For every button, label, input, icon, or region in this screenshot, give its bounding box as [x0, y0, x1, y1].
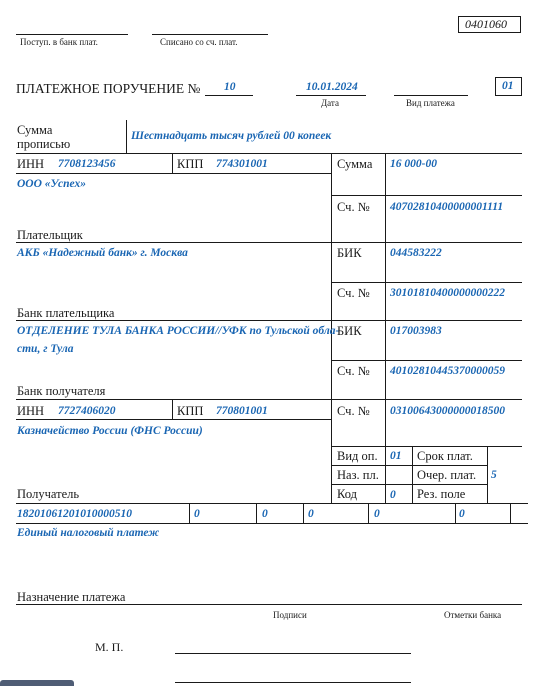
purpose-code-label: Наз. пл. [337, 468, 379, 482]
order-number-line [205, 95, 253, 96]
debited-label: Списано со сч. плат. [160, 37, 238, 47]
reserve-label: Рез. поле [417, 487, 466, 501]
payee-inn: 7727406020 [58, 405, 116, 417]
line-payer-bottom [16, 242, 522, 243]
line-payee-bik [331, 360, 522, 361]
date-label: Дата [321, 98, 339, 108]
line-payer-bank-bottom [16, 320, 522, 321]
payer-bank-label: Банк плательщика [17, 306, 115, 320]
op-type-label: Вид оп. [337, 449, 378, 463]
line-payer-bik [331, 282, 522, 283]
payer-kpp-label: КПП [177, 157, 204, 171]
amount-words-divider [126, 120, 127, 153]
payee-account: 03100643000000018500 [390, 405, 505, 417]
line-codes-top [331, 446, 522, 447]
amount-words-value: Шестнадцать тысяч рублей 00 копеек [131, 130, 332, 142]
bank-marks-label: Отметки банка [444, 610, 502, 620]
payee-label: Получатель [17, 487, 80, 501]
payee-bank-bik-label: БИК [337, 324, 362, 338]
sum-value: 16 000-00 [390, 158, 437, 170]
debited-line [152, 34, 268, 35]
stamp-label: М. П. [95, 640, 124, 654]
payee-inn-kpp-divider [172, 399, 173, 419]
budget-f2: 0 [262, 508, 268, 520]
budget-div-5 [455, 503, 456, 523]
payer-bank-name: АКБ «Надежный банк» г. Москва [17, 247, 188, 259]
payee-bank-bik: 017003983 [390, 325, 442, 337]
payer-account-label: Сч. № [337, 200, 370, 214]
line-codes-2 [331, 484, 488, 485]
right-label-divider [385, 153, 386, 503]
payment-type-label: Вид платежа [406, 98, 455, 108]
payer-inn-label: ИНН [17, 157, 45, 171]
payer-inn-kpp-divider [172, 153, 173, 173]
budget-f5: 0 [459, 508, 465, 520]
line-sum-bottom [331, 195, 522, 196]
budget-div-2 [256, 503, 257, 523]
payer-bank-account: 30101810400000000222 [390, 287, 505, 299]
codes-far-divider [487, 446, 488, 503]
received-label: Поступ. в банк плат. [20, 37, 98, 47]
payer-bank-bik: 044583222 [390, 247, 442, 259]
line-payee-inn [16, 419, 331, 420]
payee-bank-name-1: ОТДЕЛЕНИЕ ТУЛА БАНКА РОССИИ//УФК по Тульской обла- [17, 325, 340, 337]
amount-words-label-2: прописью [17, 137, 71, 151]
budget-f1: 0 [194, 508, 200, 520]
budget-f4: 0 [374, 508, 380, 520]
payer-name: ООО «Успех» [17, 178, 86, 190]
budget-div-3 [303, 503, 304, 523]
priority: 5 [491, 469, 497, 481]
payee-bank-name-2: сти, г Тула [17, 343, 74, 355]
payer-account: 40702810400000001111 [390, 201, 504, 213]
signature-line-2 [175, 682, 411, 683]
payee-account-label: Сч. № [337, 404, 370, 418]
form-code: 0401060 [465, 17, 507, 31]
payer-kpp: 774301001 [216, 158, 268, 170]
payee-bank-label: Банк получателя [17, 384, 106, 398]
payee-kpp-label: КПП [177, 404, 204, 418]
purpose-label: Назначение платежа [17, 590, 126, 604]
order-number: 10 [224, 81, 236, 93]
amount-words-label-1: Сумма [17, 123, 53, 137]
code-label: Код [337, 487, 357, 501]
line-codes-1 [331, 465, 488, 466]
budget-div-6 [510, 503, 511, 523]
line-budget-bottom [16, 523, 528, 524]
line-amount-top [16, 153, 522, 154]
payee-inn-label: ИНН [17, 404, 45, 418]
line-payee-bottom [16, 503, 528, 504]
kbk-value: 18201061201010000510 [17, 508, 132, 520]
payer-bank-bik-label: БИК [337, 246, 362, 260]
taskbar-fragment [0, 680, 74, 686]
status-code: 01 [502, 80, 514, 92]
sum-label: Сумма [337, 157, 373, 171]
order-date-line [296, 95, 366, 96]
payee-bank-account-label: Сч. № [337, 364, 370, 378]
signatures-label: Подписи [273, 610, 307, 620]
payee-kpp: 770801001 [216, 405, 268, 417]
payer-inn: 7708123456 [58, 158, 116, 170]
code-value: 0 [390, 489, 396, 501]
budget-div-1 [189, 503, 190, 523]
signature-line-1 [175, 653, 411, 654]
line-payee-bank-bottom [16, 399, 522, 400]
payer-bank-account-label: Сч. № [337, 286, 370, 300]
op-type: 01 [390, 450, 402, 462]
payee-name: Казначейство России (ФНС России) [17, 425, 203, 437]
line-payer-inn [16, 173, 331, 174]
purpose-value: Единый налоговый платеж [17, 527, 160, 539]
priority-label: Очер. плат. [417, 468, 477, 482]
payer-label: Плательщик [17, 228, 83, 242]
payment-type-line [394, 95, 468, 96]
line-purpose-bottom [16, 604, 522, 605]
codes-right-divider [412, 446, 413, 503]
order-date: 10.01.2024 [306, 81, 358, 93]
budget-div-4 [368, 503, 369, 523]
term-label: Срок плат. [417, 449, 473, 463]
received-line [16, 34, 128, 35]
order-title: ПЛАТЕЖНОЕ ПОРУЧЕНИЕ № [16, 81, 201, 96]
payee-bank-account: 40102810445370000059 [390, 365, 505, 377]
budget-f3: 0 [308, 508, 314, 520]
